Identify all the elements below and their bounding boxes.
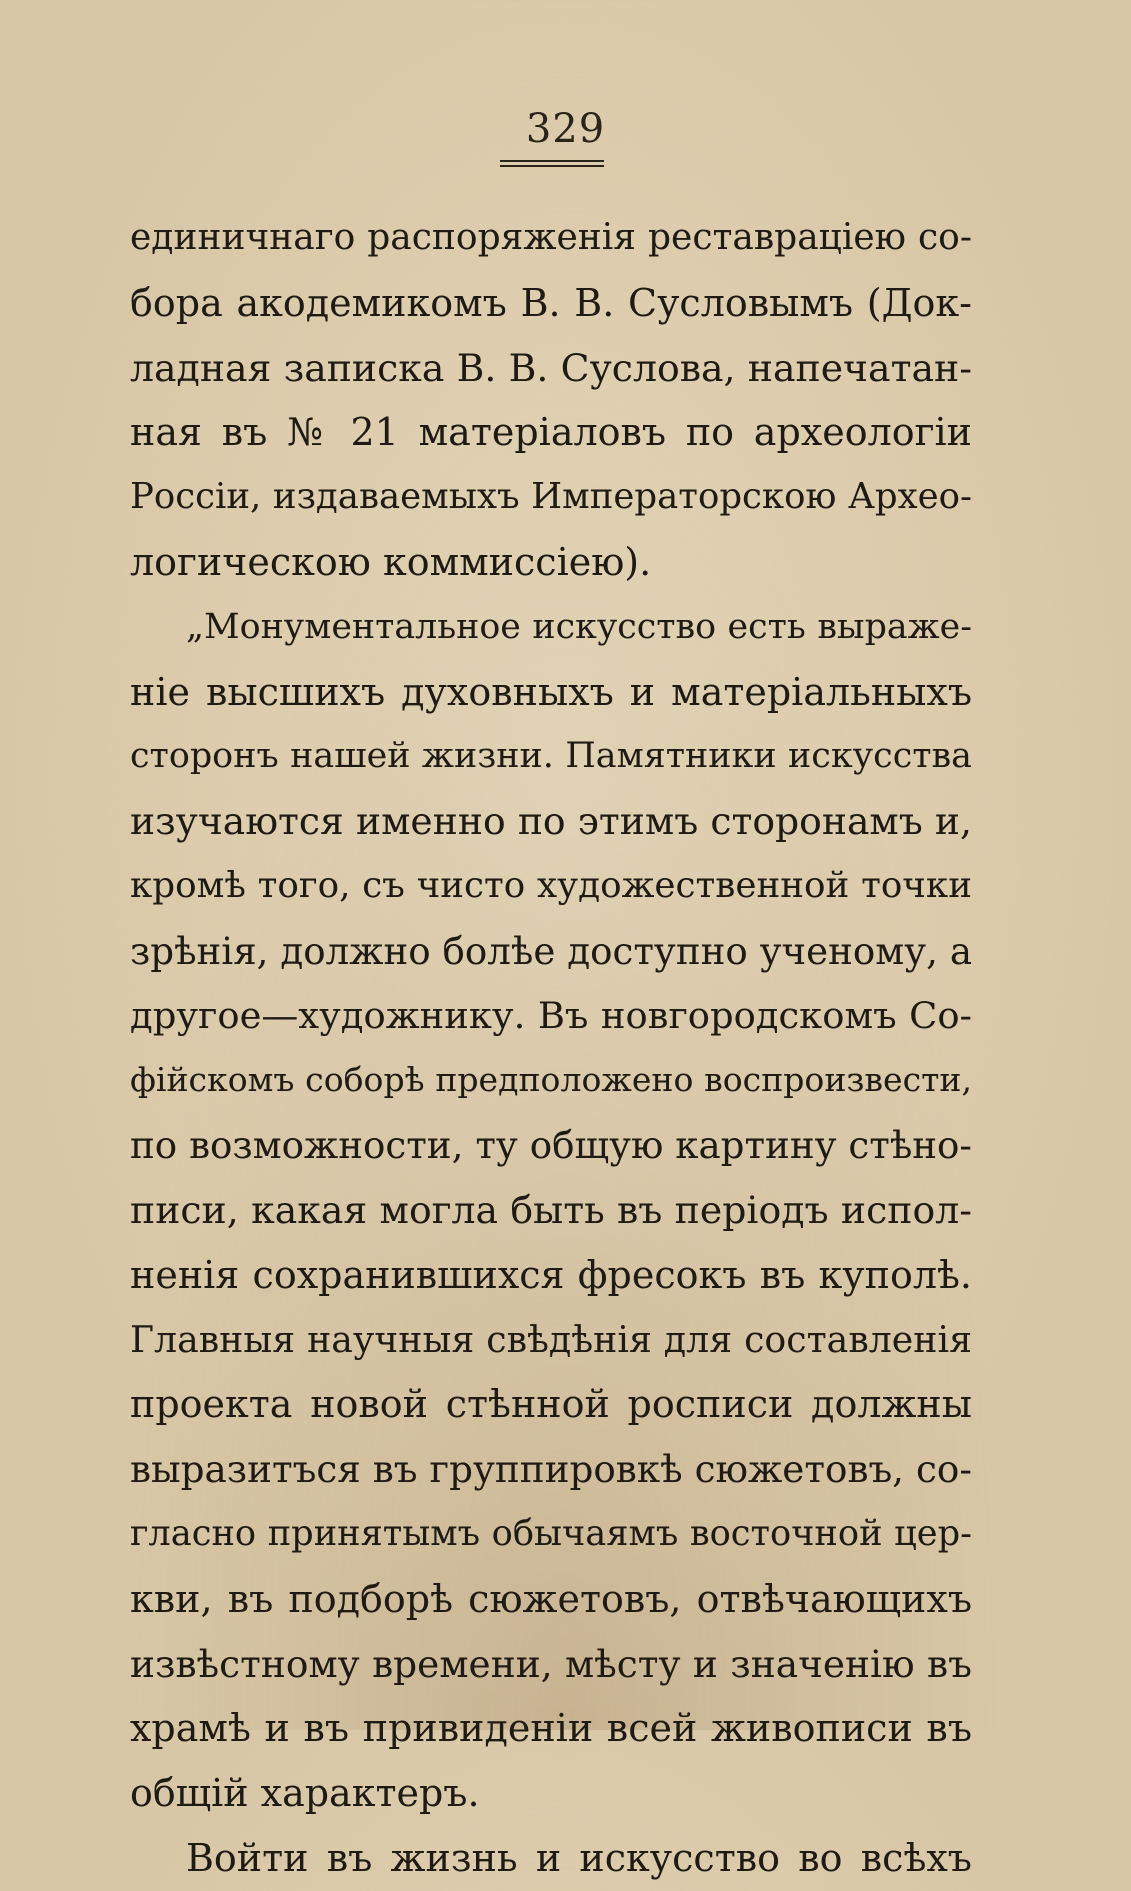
text-line: „Монументальное искусство есть выраже- bbox=[186, 606, 972, 647]
text-line: изучаются именно по этимъ сторонамъ и, bbox=[130, 799, 972, 844]
text-line: ная въ № 21 матеріаловъ по археологіи bbox=[130, 410, 972, 455]
text-line: логическою коммиссіею). bbox=[130, 539, 652, 584]
text-line: храмѣ и въ привиденіи всей живописи въ bbox=[130, 1706, 972, 1751]
text-line: ненія сохранившихся фресокъ въ куполѣ. bbox=[130, 1252, 972, 1297]
text-line: гласно принятымъ обычаямъ восточной цер- bbox=[130, 1512, 972, 1554]
text-line: бора акодемикомъ В. В. Сусловымъ (Док- bbox=[130, 280, 972, 325]
text-line: Войти въ жизнь и искусство во всѣхъ bbox=[186, 1835, 972, 1880]
text-line: ніе высшихъ духовныхъ и матеріальныхъ bbox=[130, 669, 972, 714]
page-number: 329 bbox=[525, 106, 606, 152]
body-text bbox=[130, 206, 972, 1891]
text-line: другое—художнику. Въ новгородскомъ Со- bbox=[130, 993, 972, 1037]
page-number-rule bbox=[500, 160, 604, 167]
text-line: выразитъся въ группировкѣ сюжетовъ, со- bbox=[130, 1447, 972, 1492]
text-line: кромѣ того, съ чисто художественной точки bbox=[130, 864, 972, 906]
text-line: кви, въ подборѣ сюжетовъ, отвѣчающихъ bbox=[130, 1576, 972, 1621]
text-line: Россіи, издаваемыхъ Императорскою Архео- bbox=[130, 476, 972, 518]
text-line: проекта новой стѣнной росписи должны bbox=[130, 1382, 972, 1427]
text-line: фійскомъ соборѣ предположено воспроизвести, bbox=[130, 1060, 972, 1100]
text-line: по возможности, ту общую картину стѣно- bbox=[130, 1123, 972, 1168]
text-line: извѣстному времени, мѣсту и значенію въ bbox=[130, 1641, 972, 1686]
text-line: общій характеръ. bbox=[130, 1771, 480, 1816]
text-line: ладная записка В. В. Суслова, напечатан- bbox=[130, 345, 972, 390]
text-line: единичнаго распоряженія реставраціею со- bbox=[130, 217, 972, 258]
text-line: писи, какая могла быть въ періодъ испол- bbox=[130, 1187, 972, 1232]
text-line: зрѣнія, должно болѣе доступно ученому, а bbox=[130, 928, 972, 973]
text-line: сторонъ нашей жизни. Памятники искусства bbox=[130, 736, 972, 777]
text-line: Главныя научныя свѣдѣнія для составленія bbox=[130, 1317, 972, 1361]
